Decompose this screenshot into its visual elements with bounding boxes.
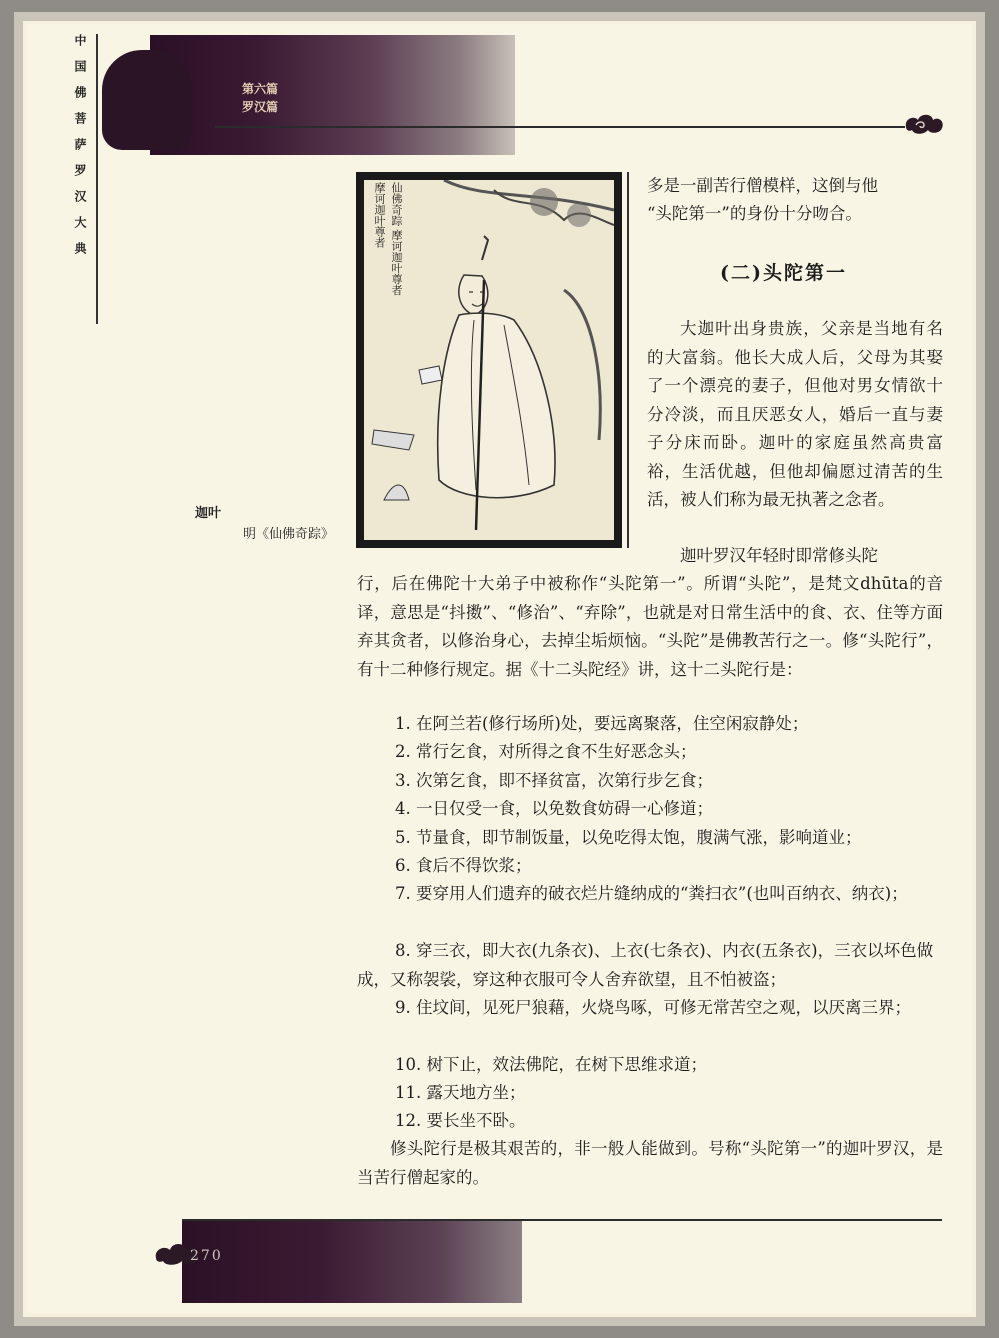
list-item: 8. 穿三衣，即大衣(九条衣)、上衣(七条衣)、内衣(五条衣)，三衣以坏色做成，又称袈裟，穿这种衣服可令人舍弃欲望，且不怕被盗；	[357, 941, 934, 989]
cloud-ornament-icon	[902, 111, 946, 137]
list-item: 5. 节量食，即节制饭量，以免吃得太饱，腹满气涨，影响道业；	[395, 828, 862, 847]
list-item: 6. 食后不得饮浆；	[395, 856, 532, 875]
chapter-line-1: 第六篇	[242, 82, 279, 96]
paragraph-2-body: 行，后在佛陀十大弟子中被称作“头陀第一”。所谓“头陀”，是梵文dhūta的音译，意思是“抖擞”、“修治”、“弃除”，也就是对日常生活中的食、衣、住等方面弃其贪者，以修治身心，去掉尘垢烦恼。“头陀”是佛教苦行之一。修“头陀行”，有十二种修行规定。据《十二头陀经》讲，这十二头陀行是：	[357, 574, 943, 679]
list-item: 10. 树下止，效法佛陀，在树下思维求道；	[395, 1055, 707, 1074]
footer-rule	[182, 1219, 942, 1221]
list-item: 4. 一日仅受一食，以免数食妨碍一心修道；	[395, 799, 713, 818]
list-item: 2. 常行乞食，对所得之食不生好恶念头；	[395, 742, 697, 761]
illustration-side-rule	[627, 172, 629, 548]
intro-line-2: “头陀第一”的身份十分吻合。	[647, 204, 862, 223]
header-rule	[215, 126, 905, 128]
list-item: 1. 在阿兰若(修行场所)处，要远离聚落，住空闲寂静处；	[395, 714, 809, 733]
section-title: (二)头陀第一	[720, 262, 847, 284]
caption-name: 迦叶	[195, 506, 222, 521]
footer-ornament-band	[182, 1219, 522, 1303]
header-chapter-label	[242, 80, 278, 116]
list-item: 3. 次第乞食，即不择贫富，次第行步乞食；	[395, 771, 713, 790]
chapter-line-2: 罗汉篇	[242, 100, 279, 114]
illustration-inscription-2: 仙佛奇踪 摩诃迦叶尊者	[390, 182, 403, 296]
list-item: 7. 要穿用人们遗弃的破衣烂片缝纳成的“粪扫衣”(也叫百纳衣、纳衣)；	[395, 884, 908, 903]
list-item: 9. 住坟间，见死尸狼藉，火烧鸟啄，可修无常苦空之观，以厌离三界；	[395, 998, 911, 1017]
paragraph-2-start: 迦叶罗汉年轻时即常修头陀	[680, 546, 878, 565]
conclusion-paragraph: 修头陀行是极其艰苦的，非一般人能做到。号称“头陀第一”的迦叶罗汉，是当苦行僧起家的。	[357, 1139, 943, 1187]
header-buddha-silhouette	[102, 50, 192, 150]
intro-line-1: 多是一副苦行僧模样，这倒与他	[647, 176, 878, 195]
list-item: 12. 要长坐不卧。	[395, 1111, 526, 1130]
running-title-rule	[96, 34, 98, 324]
paragraph-1: 大迦叶出身贵族，父亲是当地有名的大富翁。他长大成人后，父母为其娶了一个漂亮的妻子，但他对男女情欲十分冷淡，而且厌恶女人，婚后一直与妻子分床而卧。迦叶的家庭虽然高贵富裕，生活优越，但他却偏愿过清苦的生活，被人们称为最无执著之念者。	[647, 319, 943, 509]
illustration-inscription-1: 摩诃迦叶尊者	[373, 182, 386, 248]
running-title-vertical: 中国佛菩萨罗汉大典	[73, 34, 87, 268]
caption-source: 明《仙佛奇踪》	[243, 527, 335, 542]
header-ornament-band	[150, 35, 515, 155]
page-number: 270	[190, 1248, 223, 1264]
list-item: 11. 露天地方坐；	[395, 1083, 526, 1102]
